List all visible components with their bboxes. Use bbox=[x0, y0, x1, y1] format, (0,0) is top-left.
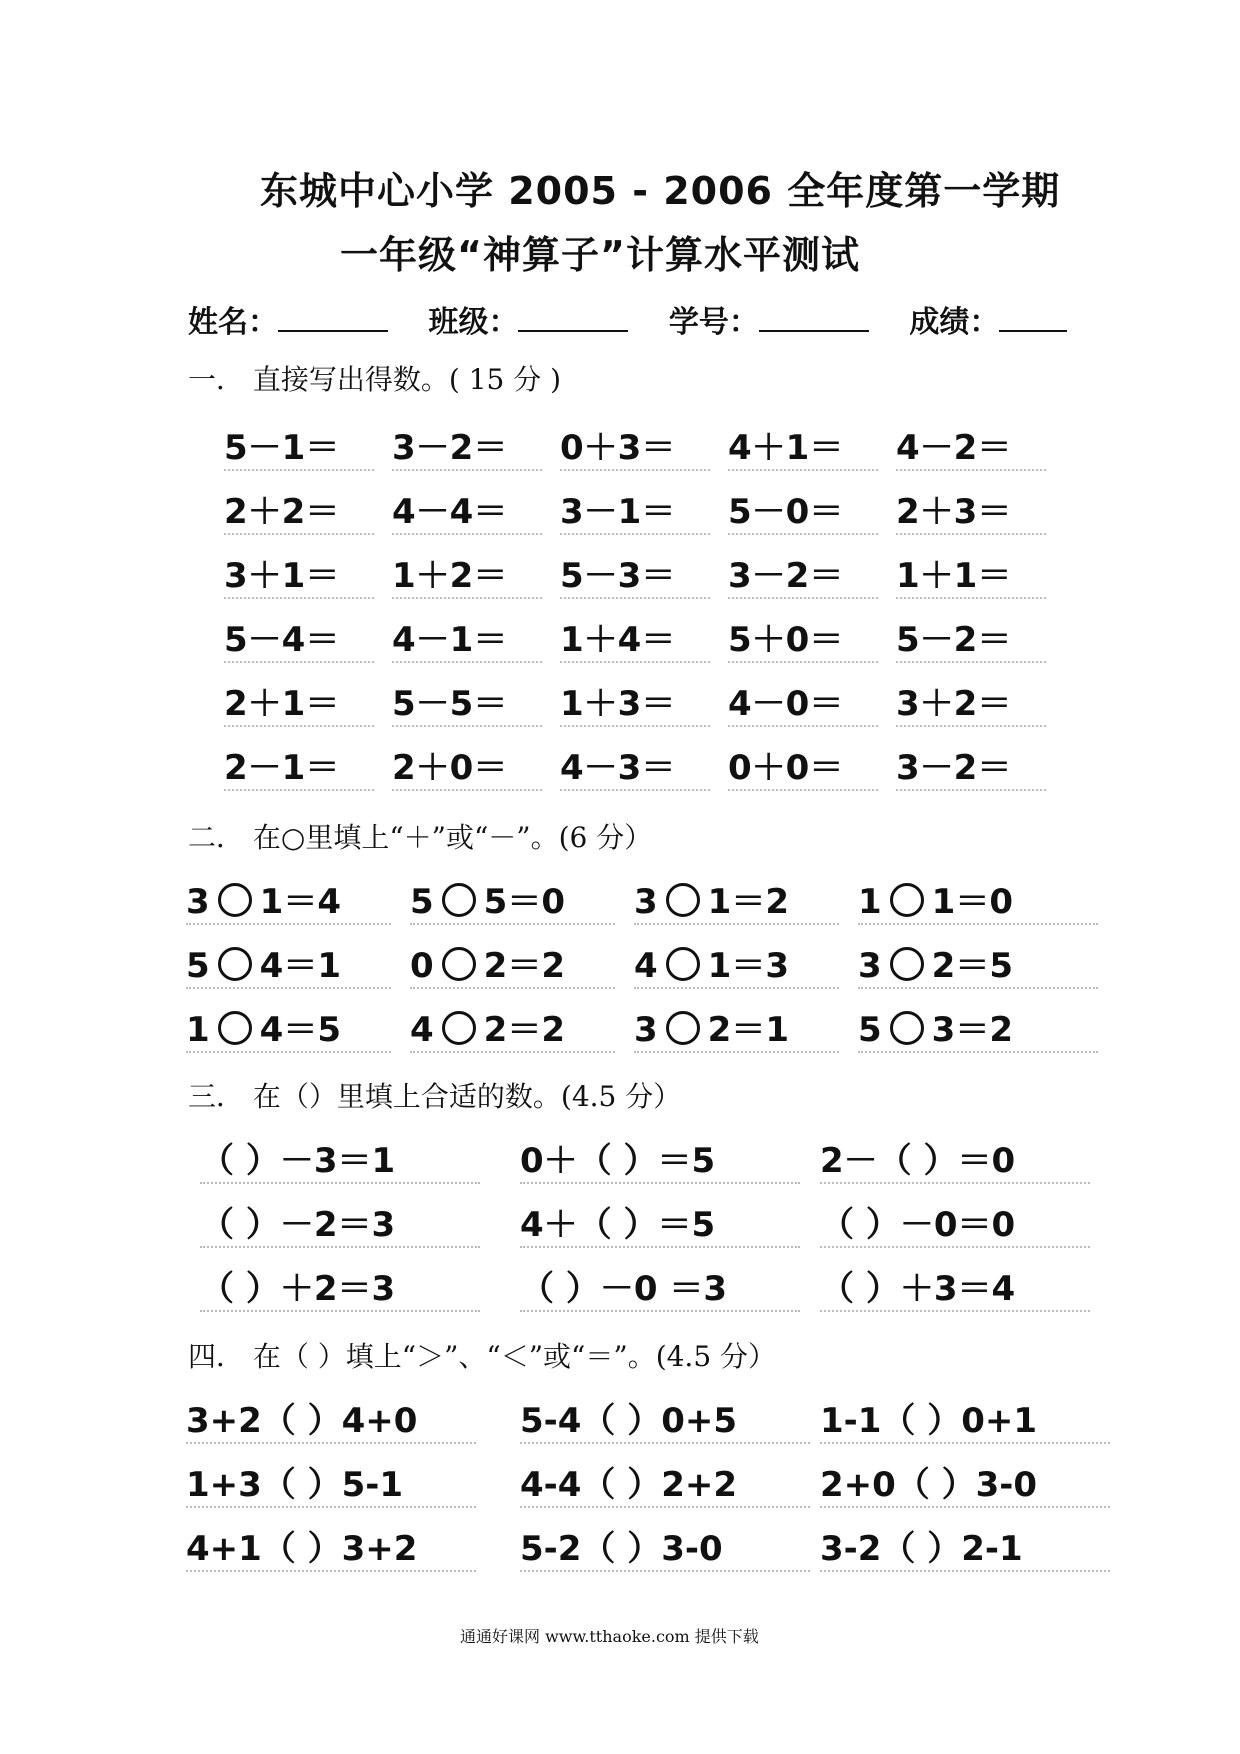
operator-problem bbox=[410, 1002, 615, 1053]
equation-item: 3＋1＝ bbox=[224, 548, 374, 599]
name-field[interactable] bbox=[278, 304, 388, 332]
operator-problem bbox=[186, 938, 391, 989]
equation-item: 5－3＝ bbox=[560, 548, 710, 599]
operator-problem bbox=[634, 938, 839, 989]
operator-circle[interactable] bbox=[890, 1011, 924, 1045]
page-title: 东城中心小学 2005 - 2006 全年度第一学期 bbox=[260, 169, 1061, 213]
fill-number-problem: （ ）－0＝0 bbox=[820, 1197, 1090, 1248]
fill-number-problem: 2－（ ）＝0 bbox=[820, 1133, 1090, 1184]
compare-problem: 1-1（ ）0+1 bbox=[820, 1393, 1110, 1444]
equation-item: 4－0＝ bbox=[728, 676, 878, 727]
footer-text: 通通好课网 www.tthaoke.com 提供下载 bbox=[460, 1627, 759, 1646]
operator-circle[interactable] bbox=[442, 1011, 476, 1045]
equation-item: 3－1＝ bbox=[560, 484, 710, 535]
operand-right: 1＝2 bbox=[707, 882, 789, 922]
page-subtitle: 一年级“神算子”计算水平测试 bbox=[340, 233, 860, 277]
operand-left: 5 bbox=[858, 1010, 882, 1050]
operator-problem bbox=[858, 1002, 1098, 1053]
section-1-heading: 一． 直接写出得数。( 15 分 ) bbox=[188, 363, 562, 396]
equation-item: 1＋3＝ bbox=[560, 676, 710, 727]
compare-problem: 4-4（ ）2+2 bbox=[520, 1457, 810, 1508]
operator-problem bbox=[634, 1002, 839, 1053]
operator-problem bbox=[634, 874, 839, 925]
operator-circle[interactable] bbox=[890, 883, 924, 917]
operator-circle[interactable] bbox=[218, 1011, 252, 1045]
compare-problem: 5-4（ ）0+5 bbox=[520, 1393, 810, 1444]
equation-item: 5－2＝ bbox=[896, 612, 1046, 663]
fill-number-problem: 4＋（ ）＝5 bbox=[520, 1197, 800, 1248]
class-field[interactable] bbox=[518, 304, 628, 332]
fill-number-problem: （ ）－2＝3 bbox=[200, 1197, 480, 1248]
student-number-label: 学号： bbox=[668, 305, 759, 340]
fill-number-problem: （ ）－0 ＝3 bbox=[520, 1261, 800, 1312]
equation-item: 5－5＝ bbox=[392, 676, 542, 727]
equation-item: 2＋1＝ bbox=[224, 676, 374, 727]
compare-problem: 1+3（ ）5-1 bbox=[186, 1457, 476, 1508]
operator-circle[interactable] bbox=[442, 883, 476, 917]
equation-item: 4－4＝ bbox=[392, 484, 542, 535]
equation-item: 5－1＝ bbox=[224, 420, 374, 471]
operand-left: 3 bbox=[634, 1010, 658, 1050]
operand-right: 2＝1 bbox=[707, 1010, 789, 1050]
equation-item: 3＋2＝ bbox=[896, 676, 1046, 727]
operand-left: 4 bbox=[634, 946, 658, 986]
equation-item: 3－2＝ bbox=[896, 740, 1046, 791]
equation-item: 0＋3＝ bbox=[560, 420, 710, 471]
equation-item: 0＋0＝ bbox=[728, 740, 878, 791]
equation-item: 4－3＝ bbox=[560, 740, 710, 791]
operand-right: 1＝4 bbox=[259, 882, 341, 922]
compare-problem: 3+2（ ）4+0 bbox=[186, 1393, 476, 1444]
class-label: 班级： bbox=[428, 305, 519, 340]
operand-left: 1 bbox=[858, 882, 882, 922]
operand-right: 5＝0 bbox=[483, 882, 565, 922]
operator-problem bbox=[186, 874, 391, 925]
operand-right: 1＝0 bbox=[931, 882, 1013, 922]
operand-right: 4＝5 bbox=[259, 1010, 341, 1050]
equation-item: 2＋0＝ bbox=[392, 740, 542, 791]
fill-number-problem: （ ）＋3＝4 bbox=[820, 1261, 1090, 1312]
equation-item: 4－1＝ bbox=[392, 612, 542, 663]
equation-item: 4－2＝ bbox=[896, 420, 1046, 471]
equation-item: 1＋4＝ bbox=[560, 612, 710, 663]
operand-left: 3 bbox=[634, 882, 658, 922]
compare-problem: 4+1（ ）3+2 bbox=[186, 1521, 476, 1572]
equation-item: 1＋1＝ bbox=[896, 548, 1046, 599]
operand-left: 0 bbox=[410, 946, 434, 986]
section-4-heading: 四． 在（ ）填上“＞”、“＜”或“＝”。(4.5 分） bbox=[188, 1340, 777, 1373]
operand-left: 4 bbox=[410, 1010, 434, 1050]
operand-right: 2＝2 bbox=[483, 1010, 565, 1050]
operator-circle[interactable] bbox=[666, 947, 700, 981]
equation-item: 1＋2＝ bbox=[392, 548, 542, 599]
fill-number-problem: （ ）－3＝1 bbox=[200, 1133, 480, 1184]
operand-right: 1＝3 bbox=[707, 946, 789, 986]
operand-right: 2＝2 bbox=[483, 946, 565, 986]
student-number-field[interactable] bbox=[759, 304, 869, 332]
compare-problem: 3-2（ ）2-1 bbox=[820, 1521, 1110, 1572]
equation-item: 4＋1＝ bbox=[728, 420, 878, 471]
name-label: 姓名： bbox=[188, 305, 278, 340]
operator-circle[interactable] bbox=[890, 947, 924, 981]
compare-problem: 5-2（ ）3-0 bbox=[520, 1521, 810, 1572]
section-2-heading: 二． 在○里填上“＋”或“－”。(6 分） bbox=[188, 821, 653, 854]
operand-left: 1 bbox=[186, 1010, 210, 1050]
operator-problem bbox=[858, 938, 1098, 989]
operator-circle[interactable] bbox=[666, 1011, 700, 1045]
operator-problem bbox=[410, 938, 615, 989]
operand-left: 3 bbox=[186, 882, 210, 922]
fill-number-problem: 0＋（ ）＝5 bbox=[520, 1133, 800, 1184]
section-3-heading: 三． 在（）里填上合适的数。(4.5 分） bbox=[188, 1080, 682, 1113]
operand-right: 4＝1 bbox=[259, 946, 341, 986]
equation-item: 3－2＝ bbox=[392, 420, 542, 471]
operand-right: 2＝5 bbox=[931, 946, 1013, 986]
equation-item: 3－2＝ bbox=[728, 548, 878, 599]
equation-item: 2－1＝ bbox=[224, 740, 374, 791]
equation-item: 2＋2＝ bbox=[224, 484, 374, 535]
compare-problem: 2+0（ ）3-0 bbox=[820, 1457, 1110, 1508]
score-field[interactable] bbox=[999, 304, 1067, 332]
operator-problem bbox=[186, 1002, 391, 1053]
student-info-row bbox=[188, 297, 1067, 341]
equation-item: 2＋3＝ bbox=[896, 484, 1046, 535]
operator-circle[interactable] bbox=[218, 883, 252, 917]
operator-circle[interactable] bbox=[442, 947, 476, 981]
fill-number-problem: （ ）＋2＝3 bbox=[200, 1261, 480, 1312]
operator-problem bbox=[858, 874, 1098, 925]
operator-circle[interactable] bbox=[666, 883, 700, 917]
score-label: 成绩： bbox=[909, 305, 1000, 340]
equation-item: 5－0＝ bbox=[728, 484, 878, 535]
operator-problem bbox=[410, 874, 615, 925]
operator-circle[interactable] bbox=[218, 947, 252, 981]
equation-item: 5－4＝ bbox=[224, 612, 374, 663]
operand-left: 5 bbox=[410, 882, 434, 922]
equation-item: 5＋0＝ bbox=[728, 612, 878, 663]
operand-left: 5 bbox=[186, 946, 210, 986]
operand-right: 3＝2 bbox=[931, 1010, 1013, 1050]
operand-left: 3 bbox=[858, 946, 882, 986]
